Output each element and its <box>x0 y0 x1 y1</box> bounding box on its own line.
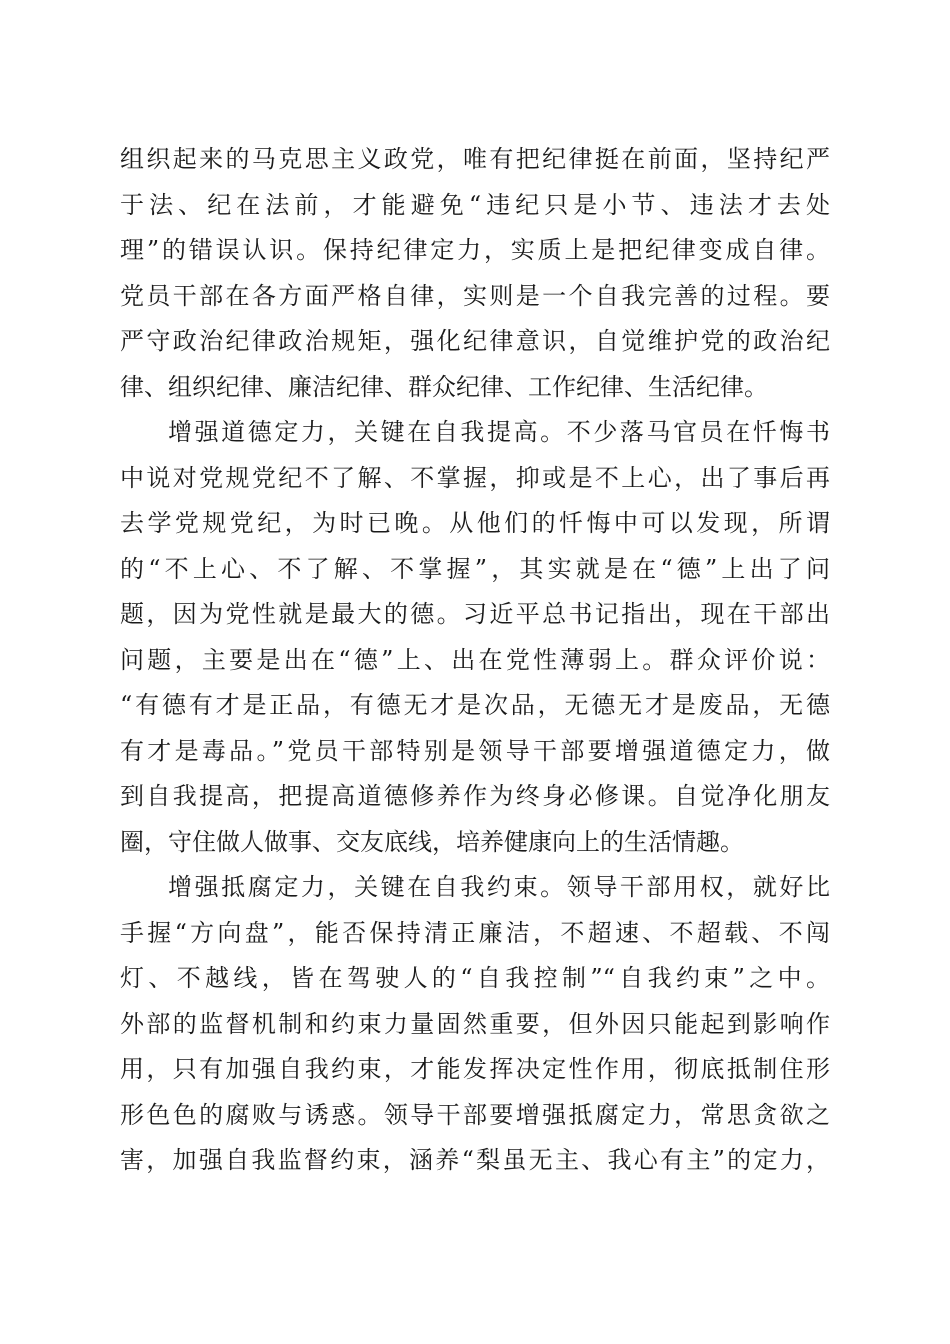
text-line: 题，因为党性就是最大的德。习近平总书记指出，现在干部出 <box>120 600 830 628</box>
text-line: 有才是毒品。”党员干部特别是领导干部要增强道德定力，做 <box>120 736 830 765</box>
paragraph-start-line: 增强道德定力，关键在自我提高。不少落马官员在忏悔书 <box>168 418 830 446</box>
body-text <box>120 137 830 1184</box>
text-line: 圈，守住做人做事、交友底线，培养健康向上的生活情趣。 <box>120 827 744 856</box>
text-line: 用，只有加强自我约束，才能发挥决定性作用，彻底抵制住形 <box>120 1055 830 1083</box>
text-line: 问题，主要是出在“德”上、出在党性薄弱上。群众评价说： <box>120 645 830 674</box>
text-line: 害，加强自我监督约束，涵养“梨虽无主、我心有主”的定力， <box>120 1146 830 1174</box>
text-line: 外部的监督机制和约束力量固然重要，但外因只能起到影响作 <box>120 1009 830 1038</box>
text-line: 的“不上心、不了解、不掌握”，其实就是在“德”上出了问 <box>120 554 830 583</box>
text-line: 中说对党规党纪不了解、不掌握，抑或是不上心，出了事后再 <box>120 463 830 492</box>
text-line: 组织起来的马克思主义政党，唯有把纪律挺在前面，坚持纪严 <box>120 145 830 173</box>
text-line: 律、组织纪律、廉洁纪律、群众纪律、工作纪律、生活纪律。 <box>120 372 768 401</box>
text-line: 于法、纪在法前，才能避免“违纪只是小节、违法才去处 <box>120 190 830 219</box>
text-line: 严守政治纪律政治规矩，强化纪律意识，自觉维护党的政治纪 <box>120 327 830 355</box>
paragraph-start-line: 增强抵腐定力，关键在自我约束。领导干部用权，就好比 <box>168 873 830 901</box>
text-line: “有德有才是正品，有德无才是次品，无德无才是废品，无德 <box>120 691 830 719</box>
text-line: 手握“方向盘”，能否保持清正廉洁，不超速、不超载、不闯 <box>120 918 830 947</box>
text-line: 灯、不越线，皆在驾驶人的“自我控制”“自我约束”之中。 <box>120 964 830 992</box>
text-line: 形色色的腐败与诱惑。领导干部要增强抵腐定力，常思贪欲之 <box>120 1100 830 1129</box>
text-line: 到自我提高，把提高道德修养作为终身必修课。自觉净化朋友 <box>120 782 830 810</box>
text-line: 理”的错误认识。保持纪律定力，实质上是把纪律变成自律。 <box>120 236 830 264</box>
text-line: 党员干部在各方面严格自律，实则是一个自我完善的过程。要 <box>120 281 830 310</box>
text-line: 去学党规党纪，为时已晚。从他们的忏悔中可以发现，所谓 <box>120 509 830 537</box>
